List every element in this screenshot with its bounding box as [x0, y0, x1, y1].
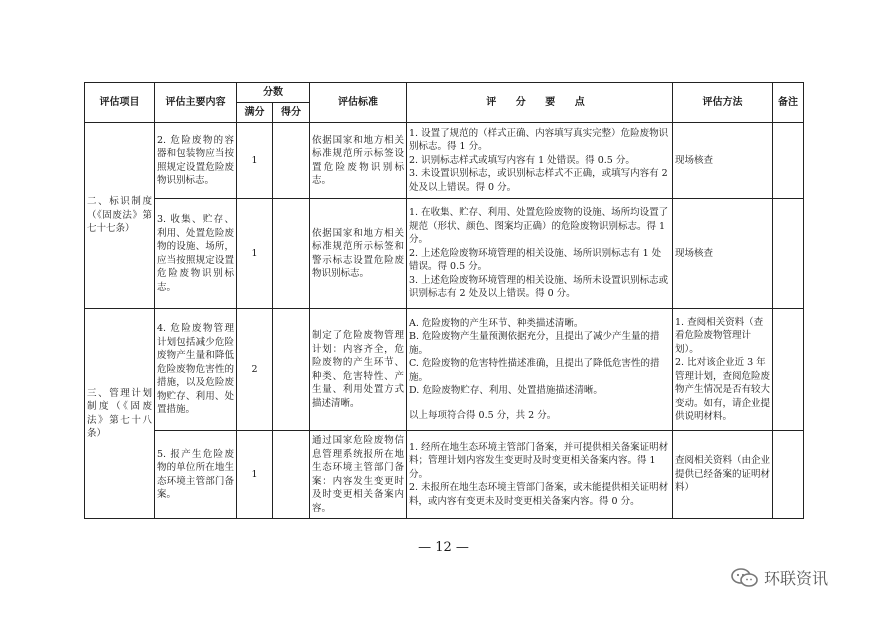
point-line: 3. 上述危险废物环境管理的相关设施、场所未设置识别标志或识别标志有 2 处及以上错误。得 0 分。 [409, 274, 669, 300]
method-cell: 查阅相关资料（由企业提供已经备案的证明材料） [673, 431, 773, 519]
standard-cell: 依据国家和地方相关标准规范所示标签和警示标志设置危险废物识别标志。 [310, 199, 407, 309]
point-line: 2. 识别标志样式或填写内容有 1 处错误。得 0.5 分。 [409, 154, 635, 166]
watermark-text: 环联资讯 [764, 569, 829, 588]
header-full: 满分 [237, 103, 273, 123]
content-cell: 2. 危险废物的容器和包装物应当按照规定设置危险废物识别标志。 [155, 123, 237, 199]
content-cell: 5. 报产生危险废物的单位所在地生态环境主管部门备案。 [155, 431, 237, 519]
standard-cell: 制定了危险废物管理计划：内容齐全，危险废物的产生环节、种类、危害特性、产生量、利用处置方式描述清晰。 [310, 309, 407, 431]
note-cell [773, 123, 804, 199]
content-cell: 3. 收集、贮存、利用、处置危险废物的设施、场所，应当按照规定设置危险废物识别标志。 [155, 199, 237, 309]
evaluation-table [84, 82, 804, 519]
points-cell [407, 309, 673, 431]
score-cell [273, 309, 310, 431]
table-row [85, 199, 804, 309]
method-cell: 现场核查 [673, 199, 773, 309]
full-score-cell: 2 [237, 309, 273, 431]
full-score-cell: 1 [237, 431, 273, 519]
point-line: D. 危险废物贮存、利用、处置措施描述清晰。 [409, 385, 603, 397]
wechat-icon [730, 567, 760, 589]
note-cell [773, 431, 804, 519]
points-summary: 以上每项符合得 0.5 分，共 2 分。 [409, 409, 557, 421]
header-item: 评估项目 [85, 83, 155, 123]
point-line: A. 危险废物的产生环节、种类描述清晰。 [409, 317, 584, 329]
item-cell: 三、管理计划制度（《固废法》第七十八条） [85, 309, 155, 519]
score-cell [273, 123, 310, 199]
standard-cell: 依据国家和地方相关标准规范所示标签设置危险废物识别标志。 [310, 123, 407, 199]
table-row [85, 123, 804, 199]
watermark [730, 566, 828, 589]
method-cell [673, 309, 773, 431]
note-cell [773, 199, 804, 309]
point-line: C. 危险废物的危害特性描述准确，且提出了降低危害性的措施。 [409, 358, 660, 383]
header-content: 评估主要内容 [155, 83, 237, 123]
table-row [85, 431, 804, 519]
note-cell [773, 309, 804, 431]
method-line: 1. 查阅相关资料（查看危险废物管理计划）。 [675, 316, 764, 355]
header-note: 备注 [773, 83, 804, 123]
method-cell: 现场核查 [673, 123, 773, 199]
content-cell: 4. 危险废物管理计划包括减少危险废物产生量和降低危险废物危害性的措施，以及危险废物贮存、利用、处置措施。 [155, 309, 237, 431]
method-line: 2. 比对该企业近 3 年管理计划，查阅危险废物产生情况是否有较大变动。如有，请企业提供说明材料。 [675, 357, 771, 422]
header-got: 得分 [273, 103, 310, 123]
full-score-cell: 1 [237, 199, 273, 309]
point-line: 1. 设置了规范的（样式正确、内容填写真实完整）危险废物识别标志。得 1 分。 [409, 127, 669, 153]
score-cell [273, 431, 310, 519]
points-cell [407, 199, 673, 309]
header-method: 评估方法 [673, 83, 773, 123]
point-line: 2. 未报所在地生态环境主管部门备案，或未能提供相关证明材料，或内容有变更未及时变更相关备案内容。得 0 分。 [409, 482, 669, 507]
points-cell [407, 123, 673, 199]
header-standard: 评估标准 [310, 83, 407, 123]
score-cell [273, 199, 310, 309]
standard-cell: 通过国家危险废物信息管理系统报所在地生态环境主管部门备案：内容发生变更时及时变更相关备案内容。 [310, 431, 407, 519]
point-line: 1. 经所在地生态环境主管部门备案，并可提供相关备案证明材料；管理计划内容发生变更时及时变更相关备案内容。得 1 分。 [409, 441, 669, 480]
page-number: — 12 — [418, 540, 469, 555]
header-points: 评 分 要 点 [407, 83, 673, 123]
point-line: 1. 在收集、贮存、利用、处置危险废物的设施、场所均设置了规范（形状、颜色、图案均正确）的危险废物识别标志。得 1 分。 [409, 207, 669, 246]
points-cell [407, 431, 673, 519]
table-row [85, 309, 804, 431]
point-line: B. 危险废物产生量预测依据充分，且提出了减少产生量的措施。 [409, 331, 660, 356]
header-score: 分数 [237, 83, 310, 103]
full-score-cell: 1 [237, 123, 273, 199]
item-cell: 二、标识制度（《固废法》第七十七条） [85, 123, 155, 309]
point-line: 2. 上述危险废物环境管理的相关设施、场所识别标志有 1 处错误。得 0.5 分。 [409, 247, 662, 273]
point-line: 3. 未设置识别标志，或识别标志样式不正确，或填写内容有 2 处及以上错误。得 0 分。 [409, 168, 668, 193]
